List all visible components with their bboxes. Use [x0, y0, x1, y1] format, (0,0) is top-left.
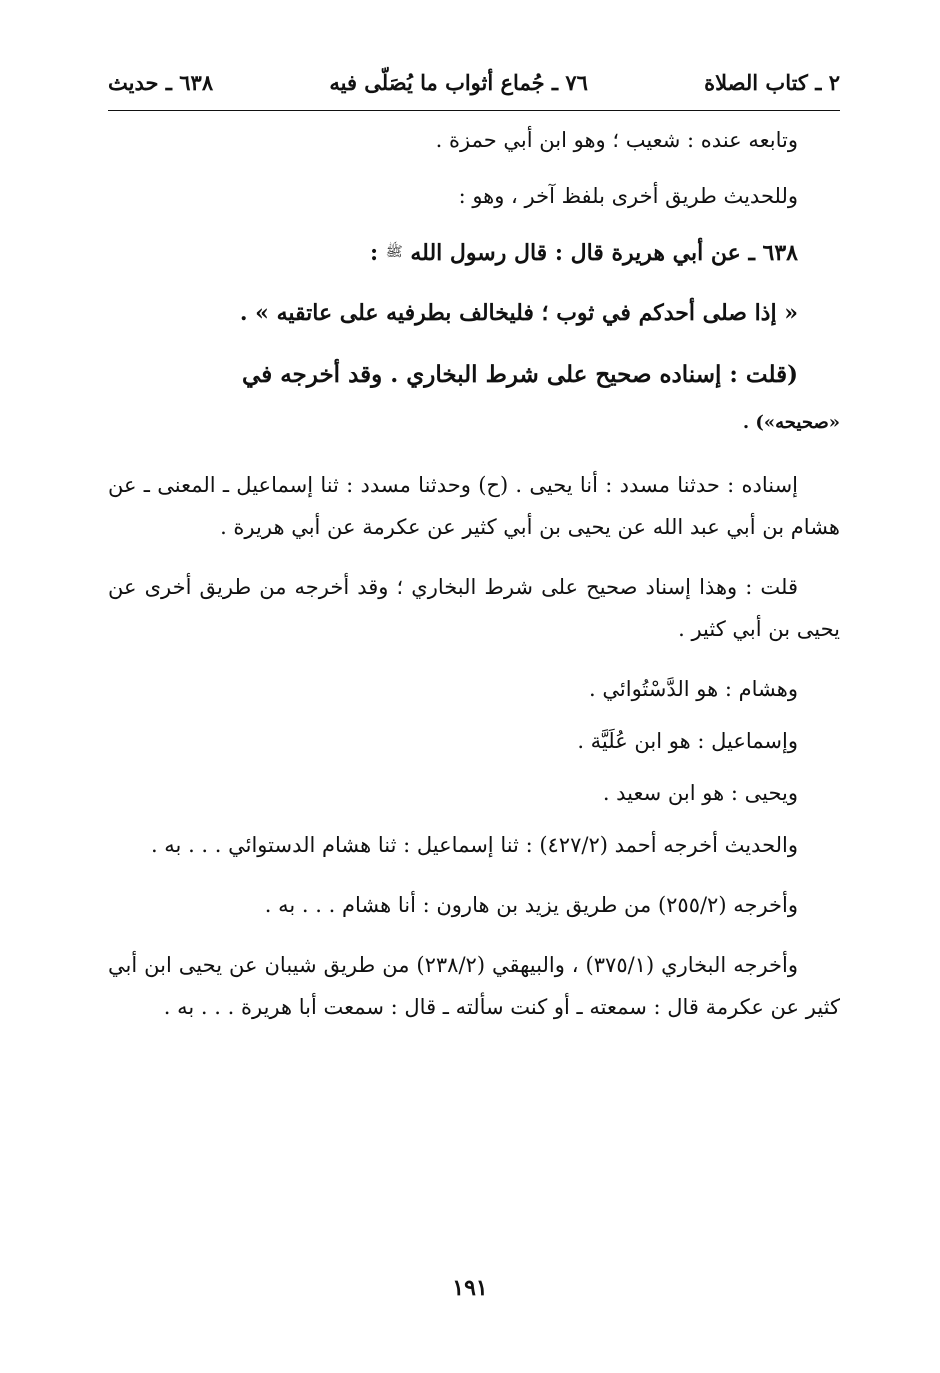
page-number: ١٩١: [452, 1275, 488, 1301]
verdict-source: «صحيحه») .: [742, 412, 840, 433]
paragraph-follow-up: وتابعه عنده : شعيب ؛ وهو ابن أبي حمزة .: [435, 128, 798, 152]
paragraph-hisham: وهشام : هو الدَّسْتُوائي .: [589, 677, 798, 701]
page: [108, 70, 840, 1046]
paragraph-ismail: وإسماعيل : هو ابن عُلَيَّة .: [577, 729, 798, 753]
paragraph-other-route: وللحديث طريق أخرى بلفظ آخر ، وهو :: [458, 184, 798, 208]
paragraph-yahya: ويحيى : هو ابن سعيد .: [602, 781, 798, 805]
running-header: [108, 70, 840, 111]
paragraph-bukhari: وأخرجه البخاري (٣٧٥/١) ، والبيهقي (٢٣٨/٢) من طريق شيبان عن يحيى ابن أبي كثير عن عكرمة قال : سمعته ـ أو كنت سألته ـ قال : سمعت أبا هريرة . . . به .: [108, 953, 840, 1019]
paragraph-isnad: إسناده : حدثنا مسدد : أنا يحيى . (ح) وحدثنا مسدد : ثنا إسماعيل ـ المعنى ـ عن هشام بن أبي عبد الله عن يحيى بن أبي كثير عن عكرمة عن أبي هريرة .: [108, 473, 840, 539]
verdict-text: (قلت : إسناده صحيح على شرط البخاري . وقد أخرجه في: [242, 361, 798, 388]
header-book-title: ٢ ـ كتاب الصلاة: [704, 70, 840, 95]
header-hadith-number: ٦٣٨ ـ حديث: [108, 70, 214, 95]
paragraph-yazid: وأخرجه (٢٥٥/٢) من طريق يزيد بن هارون : أنا هشام . . . به .: [264, 893, 798, 917]
header-chapter-title: ٧٦ ـ جُماع أثواب ما يُصَلّى فيه: [329, 70, 588, 95]
hadith-heading: [108, 231, 840, 274]
paragraph-comment: قلت : وهذا إسناد صحيح على شرط البخاري ؛ وقد أخرجه من طريق أخرى عن يحيى بن أبي كثير .: [108, 575, 840, 641]
hadith-heading-end: :: [369, 240, 386, 266]
paragraph-ahmad: والحديث أخرجه أحمد (٤٢٧/٢) : ثنا إسماعيل : ثنا هشام الدستوائي . . . به .: [150, 833, 798, 857]
body-text: [108, 119, 840, 1028]
verdict: [108, 352, 840, 446]
salutation-glyph: ﷺ: [385, 244, 403, 260]
hadith-text: « إذا صلى أحدكم في ثوب ؛ فليخالف بطرفيه على عاتقيه » .: [239, 300, 798, 326]
hadith-heading-text: ٦٣٨ ـ عن أبي هريرة قال : قال رسول الله: [410, 240, 798, 266]
